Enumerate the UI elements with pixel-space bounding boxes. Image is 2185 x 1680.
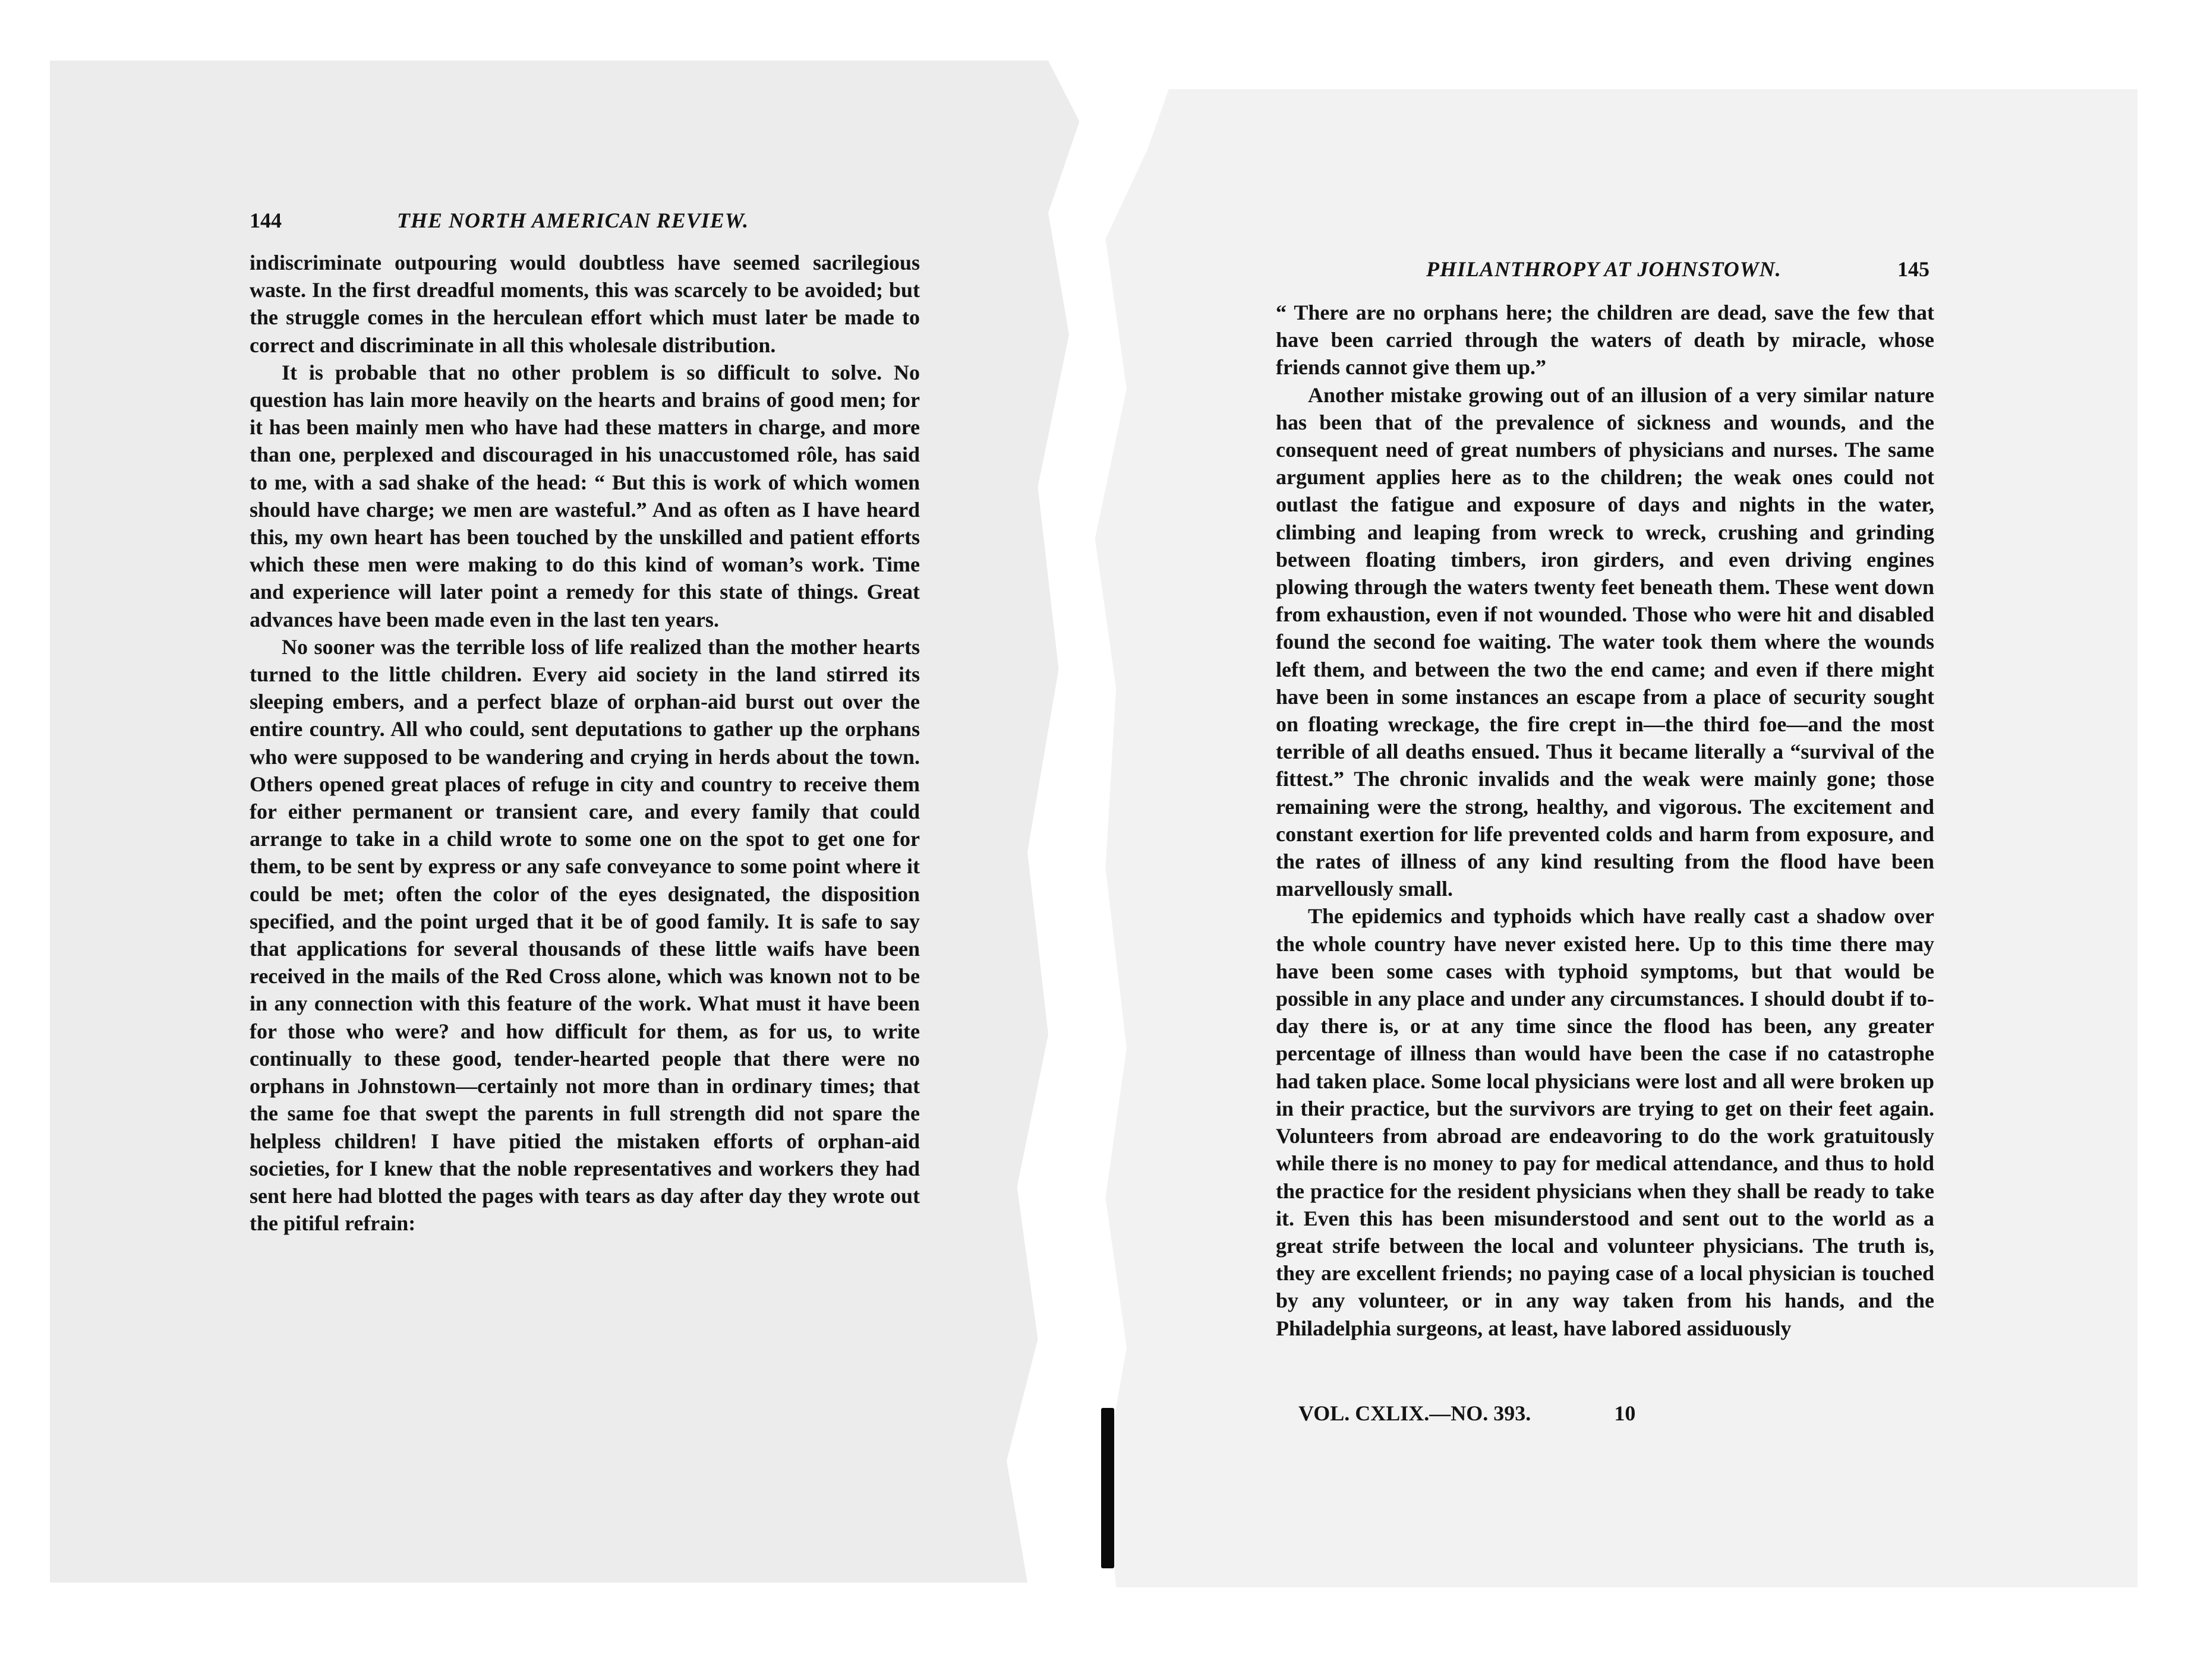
volume-line: VOL. CXLIX.—NO. 393. bbox=[1298, 1401, 1531, 1425]
right-page-number: 145 bbox=[1897, 257, 1929, 281]
right-running-title: PHILANTHROPY AT JOHNSTOWN. bbox=[1426, 257, 1782, 281]
paragraph: Another mistake growing out of an illusion of a very similar nature has been that of the prevalence of sickness and wounds, and the consequent need of great numbers of physicians and nurses. The same argument applies here as to the children; the weak ones could not outlast the fatigue and exposure of days and nights in the water, climbing and leaping from wreck to wreck, crushing and grinding between floating timbers, iron girders, and even driving engines plowing through the waters twenty feet beneath them. These went down from exhaustion, even if not wounded. Those who were hit and disabled found the second foe waiting. The water took them where the wounds left them, and between the two the end came; and even if there might have been in some instances an escape from a place of security sought on floating wreckage, the fire crept in—the third foe—and the most terrible of all deaths ensued. Thus it became literally a “survival of the fittest.” The chronic invalids and the weak were mainly gone; those remaining were the strong, healthy, and vigorous. The excitement and constant exertion for life prevented colds and harm from exposure, and the rates of illness of any kind resulting from the flood have been marvellously small. bbox=[1276, 383, 1934, 901]
left-running-title: THE NORTH AMERICAN REVIEW. bbox=[397, 209, 749, 232]
paragraph: The epidemics and typhoids which have really cast a shadow over the whole country have never existed here. Up to this time there may have been some cases with typhoid symptoms, but that would be possible in any place and under any circumstances. I should doubt if to-day there is, or at any time since the flood has been, any greater percentage of illness than would have been the case if no catastrophe had taken place. Some local physicians were lost and all were broken up in their practice, but the survivors are trying to get on their feet again. Volunteers from abroad are endeavoring to do the work gratuitously while there is no money to pay for medical attendance, and thus to hold the practice for the resident physicians when they shall be ready to take it. Even this has been misunderstood and sent out to the world as a great strife between the local and volunteer physicians. The truth is, they are excellent friends; no paying case of a local physician is touched by any volunteer, or in any way taken from his hands, and the Philadelphia surgeons, at least, have labored assiduously bbox=[1276, 904, 1934, 1340]
paragraph: “ There are no orphans here; the children are dead, save the few that have been carried through the waters of death by miracle, whose friends cannot give them up.” bbox=[1276, 301, 1934, 380]
left-page-body bbox=[250, 249, 920, 1237]
paragraph: indiscriminate outpouring would doubtless have seemed sacrilegious waste. In the first dreadful moments, this was scarcely to be avoided; but the struggle comes in the herculean effort which must later be made to correct and discriminate in all this wholesale distribution. bbox=[250, 251, 920, 357]
right-page-body bbox=[1276, 299, 1934, 1342]
paragraph: No sooner was the terrible loss of life realized than the mother hearts turned to the little children. Every aid society in the land stirred its sleeping embers, and a perfect blaze of orphan-aid burst out over the entire country. All who could, sent deputations to gather up the orphans who were supposed to be wandering and crying in herds about the town. Others opened great places of refuge in city and country to receive them for either permanent or transient care, and every family that could arrange to take in a child wrote to some one on the spot to get one for them, to be sent by express or any safe conveyance to some point where it could be met; often the color of the eyes designated, the disposition specified, and the point urged that it be of good family. It is safe to say that applications for several thousands of these little waifs have been received in the mails of the Red Cross alone, which was known not to be in any connection with this feature of the work. What must it have been for those who were? and how difficult for them, as for us, to write continually to these good, tender-hearted people that there were no orphans in Johnstown—certainly not more than in ordinary times; that the same foe that swept the parents in full strength did not spare the helpless children! I have pitied the mistaken efforts of orphan-aid societies, for I knew that the noble representatives and workers they had sent here had blotted the pages with tears as day after day they wrote out the pitiful refrain: bbox=[250, 634, 920, 1236]
page-footer bbox=[1298, 1401, 1635, 1426]
binding-shadow bbox=[1101, 1408, 1114, 1568]
paragraph: It is probable that no other problem is so difficult to solve. No question has lain more heavily on the hearts and brains of good men; for it has been mainly men who have had these matters in charge, and more than one, perplexed and discouraged in his unaccustomed rôle, has said to me, with a sad shake of the head: “ But this is work of which women should have charge; we men are wasteful.” And as often as I have heard this, my own heart has been touched by the unskilled and patient efforts which these men were making to do this kind of woman’s work. Time and experience will later point a remedy for this state of things. Great advances have been made even in the last ten years. bbox=[250, 360, 920, 631]
left-page-number: 144 bbox=[250, 209, 282, 232]
signature-mark: 10 bbox=[1614, 1401, 1636, 1425]
